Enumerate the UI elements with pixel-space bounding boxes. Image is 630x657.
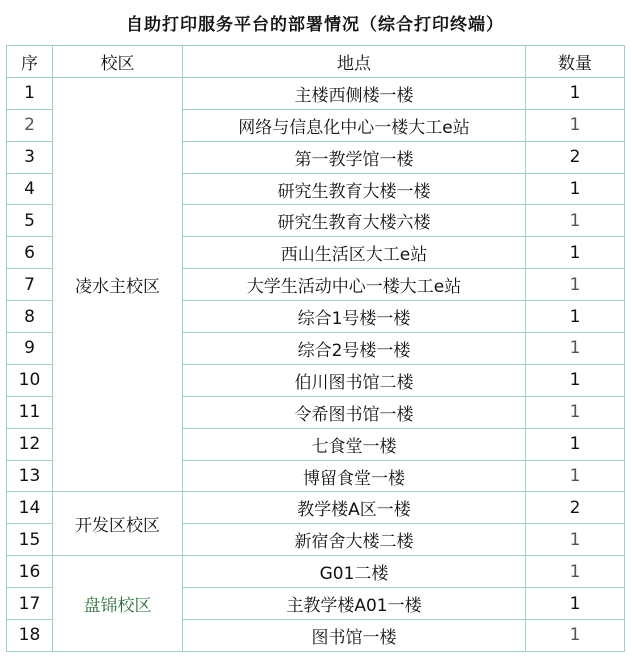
cell-location: 主楼西侧楼一楼 bbox=[183, 77, 526, 109]
cell-location: 研究生教育大楼一楼 bbox=[183, 173, 526, 205]
header-seq: 序 bbox=[7, 46, 53, 78]
cell-count: 2 bbox=[526, 492, 625, 524]
cell-count: 1 bbox=[526, 620, 625, 652]
cell-seq: 17 bbox=[7, 588, 53, 620]
cell-count: 1 bbox=[526, 460, 625, 492]
cell-location: 综合2号楼一楼 bbox=[183, 333, 526, 365]
cell-location: 西山生活区大工e站 bbox=[183, 237, 526, 269]
cell-seq: 1 bbox=[7, 77, 53, 109]
cell-location: G01二楼 bbox=[183, 556, 526, 588]
cell-location: 综合1号楼一楼 bbox=[183, 301, 526, 333]
cell-seq: 13 bbox=[7, 460, 53, 492]
table-row bbox=[7, 556, 625, 588]
header-location: 地点 bbox=[183, 46, 526, 78]
cell-location: 伯川图书馆二楼 bbox=[183, 364, 526, 396]
cell-seq: 11 bbox=[7, 396, 53, 428]
cell-location: 主教学楼A01一楼 bbox=[183, 588, 526, 620]
cell-location: 网络与信息化中心一楼大工e站 bbox=[183, 109, 526, 141]
cell-location: 七食堂一楼 bbox=[183, 428, 526, 460]
cell-location: 令希图书馆一楼 bbox=[183, 396, 526, 428]
cell-seq: 15 bbox=[7, 524, 53, 556]
cell-campus: 开发区校区 bbox=[53, 492, 183, 556]
cell-location: 第一教学馆一楼 bbox=[183, 141, 526, 173]
cell-count: 1 bbox=[526, 301, 625, 333]
cell-seq: 2 bbox=[7, 109, 53, 141]
deployment-table bbox=[6, 45, 625, 652]
cell-count: 1 bbox=[526, 173, 625, 205]
cell-location: 新宿舍大楼二楼 bbox=[183, 524, 526, 556]
cell-count: 1 bbox=[526, 556, 625, 588]
cell-count: 1 bbox=[526, 524, 625, 556]
cell-count: 2 bbox=[526, 141, 625, 173]
table-row bbox=[7, 77, 625, 109]
cell-seq: 5 bbox=[7, 205, 53, 237]
cell-count: 1 bbox=[526, 205, 625, 237]
cell-seq: 14 bbox=[7, 492, 53, 524]
cell-count: 1 bbox=[526, 269, 625, 301]
cell-count: 1 bbox=[526, 396, 625, 428]
cell-count: 1 bbox=[526, 428, 625, 460]
cell-seq: 3 bbox=[7, 141, 53, 173]
cell-location: 教学楼A区一楼 bbox=[183, 492, 526, 524]
cell-location: 图书馆一楼 bbox=[183, 620, 526, 652]
cell-seq: 8 bbox=[7, 301, 53, 333]
cell-count: 1 bbox=[526, 109, 625, 141]
header-count: 数量 bbox=[526, 46, 625, 78]
cell-count: 1 bbox=[526, 364, 625, 396]
cell-seq: 6 bbox=[7, 237, 53, 269]
header-row bbox=[7, 46, 625, 78]
cell-count: 1 bbox=[526, 588, 625, 620]
cell-campus: 盘锦校区 bbox=[53, 556, 183, 652]
cell-location: 研究生教育大楼六楼 bbox=[183, 205, 526, 237]
cell-count: 1 bbox=[526, 237, 625, 269]
cell-seq: 4 bbox=[7, 173, 53, 205]
cell-seq: 10 bbox=[7, 364, 53, 396]
cell-count: 1 bbox=[526, 77, 625, 109]
cell-campus: 凌水主校区 bbox=[53, 77, 183, 492]
cell-seq: 7 bbox=[7, 269, 53, 301]
cell-seq: 18 bbox=[7, 620, 53, 652]
table-row bbox=[7, 492, 625, 524]
table-title: 自助打印服务平台的部署情况（综合打印终端） bbox=[126, 15, 504, 35]
header-campus: 校区 bbox=[53, 46, 183, 78]
cell-seq: 12 bbox=[7, 428, 53, 460]
cell-count: 1 bbox=[526, 333, 625, 365]
cell-seq: 9 bbox=[7, 333, 53, 365]
cell-seq: 16 bbox=[7, 556, 53, 588]
cell-location: 博留食堂一楼 bbox=[183, 460, 526, 492]
table-body bbox=[7, 77, 625, 651]
cell-location: 大学生活动中心一楼大工e站 bbox=[183, 269, 526, 301]
